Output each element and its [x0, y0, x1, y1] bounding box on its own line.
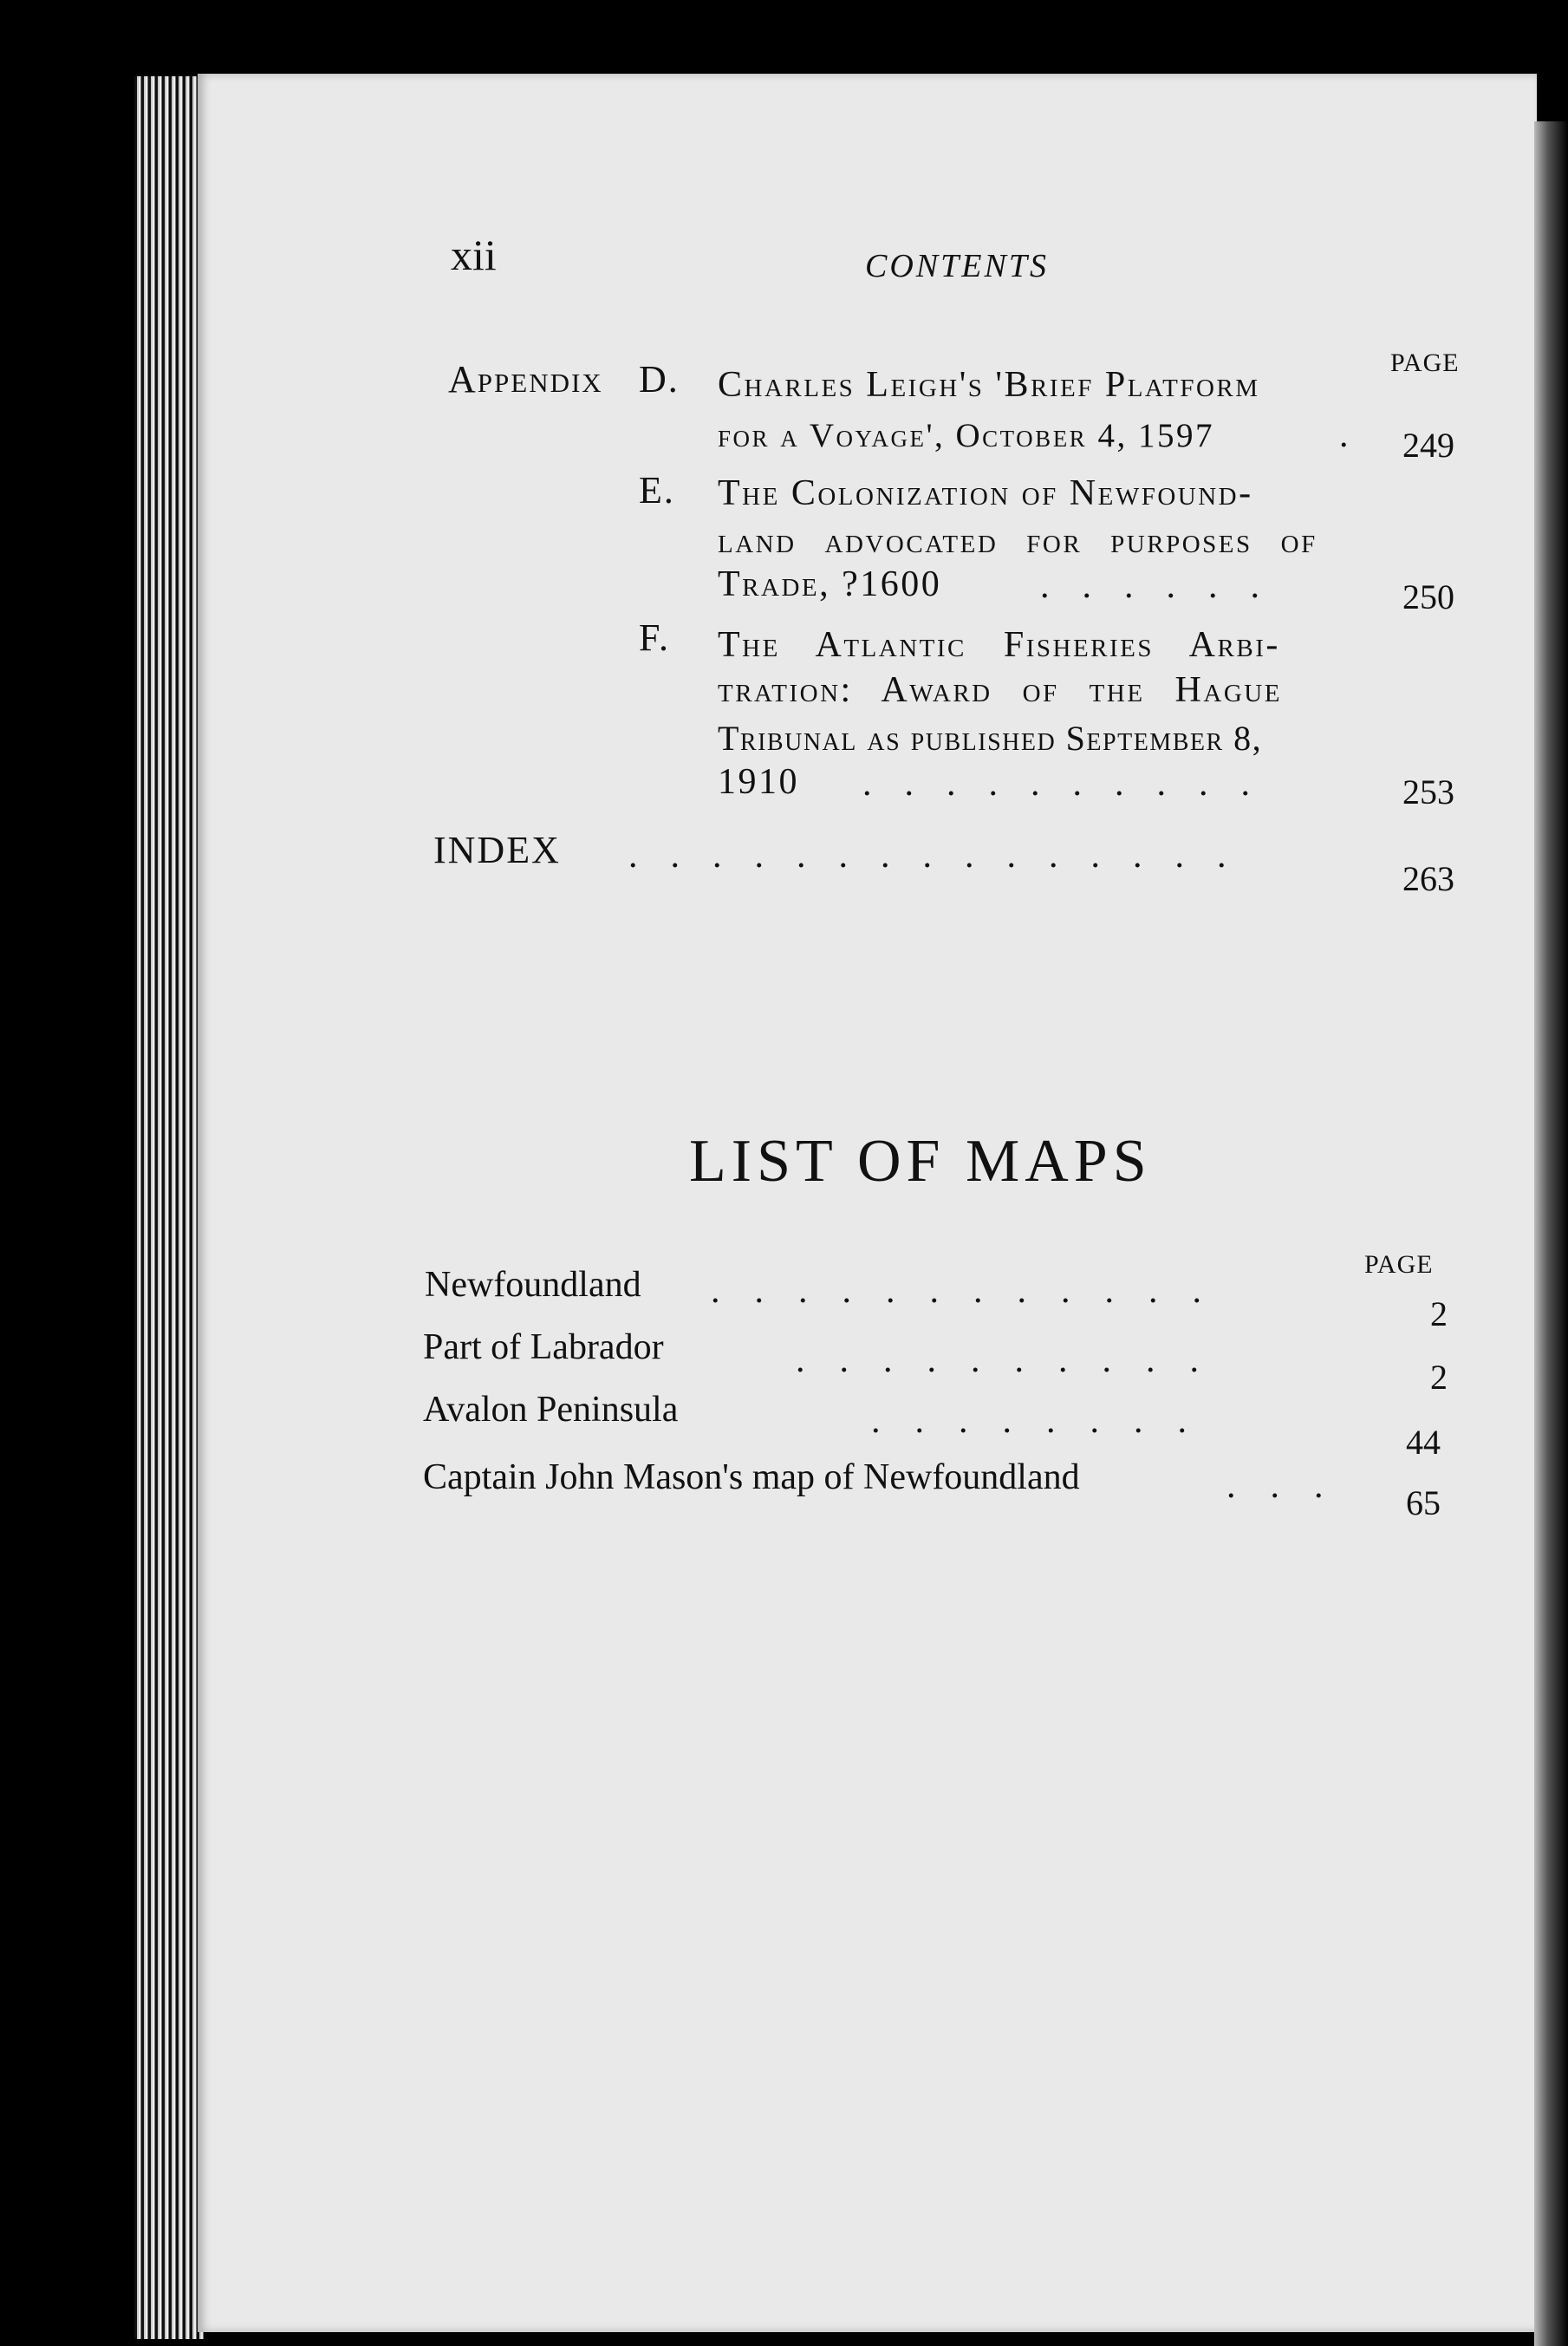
page-folio: xii [451, 231, 497, 279]
running-head: CONTENTS [865, 248, 1049, 284]
appendix-f-title-line-4: 1910 [718, 762, 799, 802]
book-page-stack-edge [134, 76, 204, 2339]
map-item-page: 2 [1430, 1358, 1448, 1397]
leader-dots: ........ [871, 1401, 1221, 1441]
index-page: 263 [1402, 859, 1454, 898]
appendix-d-title-line-2: for a Voyage', October 4, 1597 [718, 417, 1214, 454]
leader-dots: .......... [862, 764, 1283, 804]
leader-dots: ...... [1040, 566, 1292, 606]
appendix-d-page: 249 [1402, 426, 1454, 465]
map-item-title: Captain John Mason's map of Newfoundland [423, 1457, 1080, 1497]
book-page [198, 74, 1537, 2332]
appendix-label: Appendix [448, 358, 603, 401]
map-item-page: 44 [1406, 1423, 1441, 1462]
map-item-title: Avalon Peninsula [423, 1390, 679, 1430]
leader-dots: . [1339, 415, 1382, 455]
appendix-f-title-line-2: tration: Award of the Hague [718, 670, 1282, 710]
map-item-page: 2 [1430, 1294, 1448, 1333]
contents-page-column-label: PAGE [1390, 349, 1460, 377]
appendix-letter-f: F. [639, 616, 670, 659]
leader-dots: ............... [628, 836, 1259, 876]
appendix-e-title-line-1: The Colonization of Newfound- [718, 473, 1253, 513]
index-label: INDEX [433, 829, 561, 871]
list-of-maps-heading: LIST OF MAPS [689, 1128, 1152, 1195]
map-item-page: 65 [1406, 1483, 1441, 1522]
leader-dots: ............ [711, 1271, 1236, 1311]
appendix-f-title-line-1: The Atlantic Fisheries Arbi- [718, 625, 1280, 665]
appendix-letter-d: D. [639, 358, 680, 401]
appendix-letter-e: E. [639, 469, 675, 512]
map-item-title: Newfoundland [425, 1265, 641, 1305]
appendix-e-title-line-3: Trade, ?1600 [718, 564, 942, 604]
page-gutter-shadow [1534, 121, 1568, 2346]
appendix-e-title-line-2: land advocated for purposes of [718, 521, 1318, 561]
maps-page-column-label: PAGE [1364, 1250, 1434, 1279]
appendix-d-title-line-1: Charles Leigh's 'Brief Platform [718, 365, 1260, 405]
leader-dots: .......... [796, 1340, 1233, 1380]
appendix-f-title-line-3: Tribunal as published September 8, [718, 719, 1263, 758]
appendix-e-page: 250 [1402, 577, 1454, 616]
leader-dots: ... [1226, 1466, 1358, 1506]
appendix-f-page: 253 [1402, 772, 1454, 811]
map-item-title: Part of Labrador [423, 1327, 664, 1367]
